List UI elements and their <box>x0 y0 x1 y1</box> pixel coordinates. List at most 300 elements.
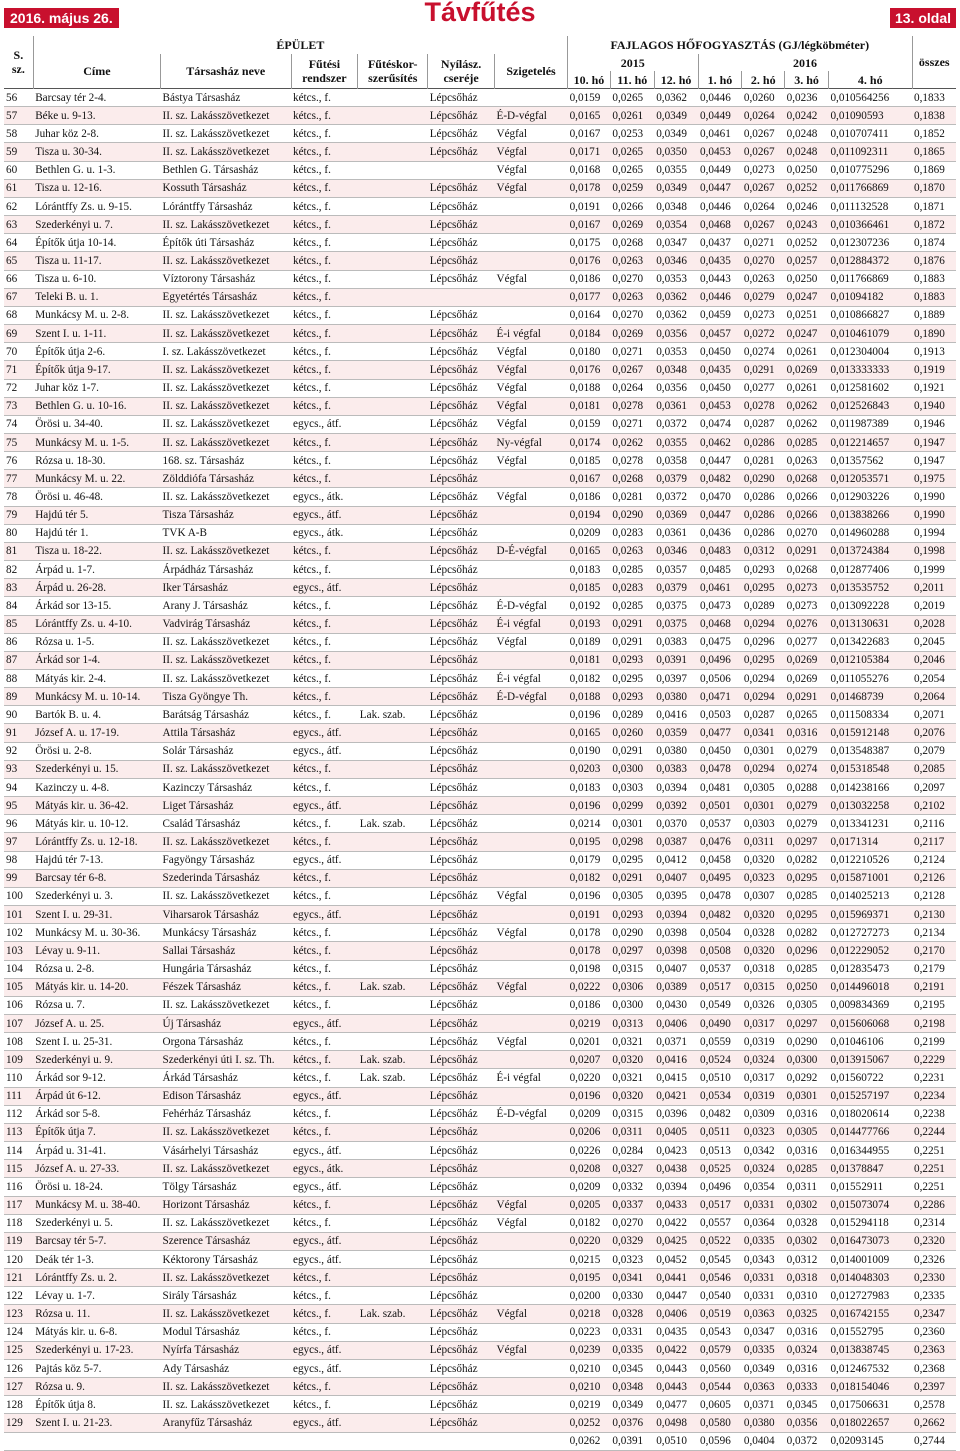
table-row <box>4 234 956 252</box>
address-cell: Bethlen G. u. 10-16. <box>33 397 160 415</box>
month-value-cell: 0,0404 <box>742 1432 785 1450</box>
month-value-cell: 0,0300 <box>610 760 654 778</box>
month-value-cell: 0,015606068 <box>828 1014 912 1032</box>
month-value-cell: 0,0266 <box>785 506 829 524</box>
total-value-cell: 0,1990 <box>912 488 956 506</box>
heating-system-cell: egycs., átf. <box>291 851 358 869</box>
total-value-cell: 0,1921 <box>912 379 956 397</box>
month-value-cell: 0,0349 <box>654 107 698 125</box>
month-value-cell: 0,0458 <box>698 851 742 869</box>
table-row <box>4 107 956 125</box>
address-cell: Tisza u. 6-10. <box>33 270 160 288</box>
col-group-fajlagos: FAJLAGOS HŐFOGYASZTÁS (GJ/légköbméter) <box>568 36 912 54</box>
address-cell: Szent I. u. 29-31. <box>33 906 160 924</box>
month-value-cell: 0,0320 <box>742 942 785 960</box>
month-value-cell: 0,0435 <box>698 361 742 379</box>
total-value-cell: 0,2320 <box>912 1232 956 1250</box>
month-value-cell: 0,0422 <box>654 1214 698 1232</box>
total-value-cell: 0,2179 <box>912 960 956 978</box>
total-value-cell: 0,2251 <box>912 1142 956 1160</box>
month-value-cell: 0,0316 <box>785 1323 829 1341</box>
address-cell: Munkácsy M. u. 10-14. <box>33 688 160 706</box>
modernization-cell <box>358 778 428 796</box>
month-value-cell: 0,01552795 <box>828 1323 912 1341</box>
row-number: 125 <box>4 1341 33 1359</box>
modernization-cell <box>358 1105 428 1123</box>
month-value-cell: 0,0296 <box>742 633 785 651</box>
month-value-cell: 0,0415 <box>654 1069 698 1087</box>
heating-system-cell: kétcs., f. <box>291 942 358 960</box>
window-replacement-cell: Lépcsőház <box>428 833 495 851</box>
heating-system-cell: kétcs., f. <box>291 379 358 397</box>
month-value-cell: 0,0165 <box>568 542 611 560</box>
building-name-cell: Szederinda Társasház <box>161 869 291 887</box>
total-value-cell: 0,1871 <box>912 197 956 215</box>
modernization-cell <box>358 833 428 851</box>
row-number: 124 <box>4 1323 33 1341</box>
consumption-table <box>4 36 956 1451</box>
month-value-cell: 0,0321 <box>610 1069 654 1087</box>
month-value-cell: 0,0279 <box>742 288 785 306</box>
modernization-cell <box>358 397 428 415</box>
building-name-cell: II. sz. Lakásszövetkezet <box>161 415 291 433</box>
month-value-cell: 0,0300 <box>610 996 654 1014</box>
window-replacement-cell: Lépcsőház <box>428 179 495 197</box>
month-value-cell: 0,0301 <box>610 815 654 833</box>
modernization-cell <box>358 760 428 778</box>
address-cell: Tisza u. 12-16. <box>33 179 160 197</box>
insulation-cell: É-i végfal <box>494 670 567 688</box>
month-value-cell: 0,0387 <box>654 833 698 851</box>
heating-system-cell: egycs., átf. <box>291 1178 358 1196</box>
month-value-cell: 0,0185 <box>568 452 611 470</box>
window-replacement-cell: Lépcsőház <box>428 125 495 143</box>
table-row <box>4 1178 956 1196</box>
month-value-cell: 0,0452 <box>654 1251 698 1269</box>
month-value-cell: 0,0449 <box>698 161 742 179</box>
insulation-cell <box>494 470 567 488</box>
month-value-cell: 0,0257 <box>785 252 829 270</box>
table-row <box>4 924 956 942</box>
month-value-cell: 0,0375 <box>654 615 698 633</box>
table-row <box>4 706 956 724</box>
month-value-cell: 0,0171 <box>568 143 611 161</box>
month-value-cell: 0,0519 <box>698 1305 742 1323</box>
month-value-cell: 0,012304004 <box>828 343 912 361</box>
month-value-cell: 0,018020614 <box>828 1105 912 1123</box>
heating-system-cell: kétcs., f. <box>291 306 358 324</box>
row-number: 97 <box>4 833 33 851</box>
table-row <box>4 887 956 905</box>
month-value-cell: 0,0330 <box>610 1287 654 1305</box>
address-cell: Tisza u. 18-22. <box>33 542 160 560</box>
month-value-cell: 0,0268 <box>610 234 654 252</box>
heating-system-cell: kétcs., f. <box>291 143 358 161</box>
month-value-cell: 0,0263 <box>610 542 654 560</box>
row-number: 96 <box>4 815 33 833</box>
month-value-cell: 0,0537 <box>698 815 742 833</box>
building-name-cell: II. sz. Lakásszövetkezet <box>161 107 291 125</box>
address-cell: Mátyás kir. u. 14-20. <box>33 978 160 996</box>
address-cell: Mátyás kir. 2-4. <box>33 670 160 688</box>
modernization-cell <box>358 343 428 361</box>
address-cell: Mátyás kir. u. 36-42. <box>33 797 160 815</box>
table-row <box>4 1014 956 1032</box>
month-value-cell: 0,0421 <box>654 1087 698 1105</box>
month-value-cell: 0,0295 <box>610 851 654 869</box>
row-number: 56 <box>4 89 33 107</box>
month-value-cell: 0,0285 <box>785 433 829 451</box>
heating-system-cell: kétcs., f. <box>291 1069 358 1087</box>
row-number: 110 <box>4 1069 33 1087</box>
heating-system-cell: kétcs., f. <box>291 1269 358 1287</box>
month-value-cell: 0,0242 <box>785 107 829 125</box>
total-value-cell: 0,1947 <box>912 452 956 470</box>
month-value-cell: 0,0369 <box>654 506 698 524</box>
window-replacement-cell: Lépcsőház <box>428 216 495 234</box>
total-value-cell: 0,1998 <box>912 542 956 560</box>
month-value-cell: 0,0165 <box>568 107 611 125</box>
total-value-cell: 0,1870 <box>912 179 956 197</box>
table-row <box>4 978 956 996</box>
table-row <box>4 89 956 107</box>
month-value-cell: 0,017506631 <box>828 1396 912 1414</box>
month-value-cell: 0,0290 <box>610 506 654 524</box>
month-value-cell: 0,0316 <box>785 724 829 742</box>
window-replacement-cell: Lépcsőház <box>428 778 495 796</box>
total-value-cell: 0,2128 <box>912 887 956 905</box>
month-value-cell: 0,0335 <box>610 1341 654 1359</box>
month-value-cell: 0,012467532 <box>828 1359 912 1377</box>
total-value-cell: 0,1975 <box>912 470 956 488</box>
month-value-cell: 0,0269 <box>610 325 654 343</box>
building-name-cell: Szerence Társasház <box>161 1232 291 1250</box>
insulation-cell <box>494 1396 567 1414</box>
heating-system-cell: kétcs., f. <box>291 125 358 143</box>
insulation-cell <box>494 1160 567 1178</box>
month-value-cell: 0,013535752 <box>828 579 912 597</box>
modernization-cell <box>358 1232 428 1250</box>
building-name-cell: Család Társasház <box>161 815 291 833</box>
col-month: 11. hó <box>610 71 654 89</box>
row-number: 82 <box>4 561 33 579</box>
row-number: 60 <box>4 161 33 179</box>
month-value-cell: 0,0268 <box>610 470 654 488</box>
window-replacement-cell: Lépcsőház <box>428 89 495 107</box>
month-value-cell: 0,0282 <box>785 851 829 869</box>
insulation-cell: É-D-végfal <box>494 597 567 615</box>
month-value-cell: 0,0319 <box>742 1033 785 1051</box>
table-row <box>4 433 956 451</box>
month-value-cell: 0,0283 <box>610 524 654 542</box>
address-cell: Árkád sor 1-4. <box>33 651 160 669</box>
month-value-cell: 0,0482 <box>698 470 742 488</box>
window-replacement-cell: Lépcsőház <box>428 1341 495 1359</box>
month-value-cell: 0,0318 <box>785 1269 829 1287</box>
modernization-cell <box>358 143 428 161</box>
insulation-cell <box>494 1432 567 1450</box>
month-value-cell: 0,0372 <box>785 1432 829 1450</box>
heating-system-cell <box>291 1432 358 1450</box>
building-name-cell: Nyírfa Társasház <box>161 1341 291 1359</box>
month-value-cell: 0,0178 <box>568 942 611 960</box>
row-number: 59 <box>4 143 33 161</box>
address-cell: Árkád sor 13-15. <box>33 597 160 615</box>
table-row <box>4 1069 956 1087</box>
modernization-cell <box>358 597 428 615</box>
col-szigeteles: Szigetelés <box>494 54 567 89</box>
insulation-cell: Végfal <box>494 361 567 379</box>
month-value-cell: 0,0294 <box>742 615 785 633</box>
month-value-cell: 0,0422 <box>654 1341 698 1359</box>
row-number: 127 <box>4 1378 33 1396</box>
month-value-cell: 0,0203 <box>568 760 611 778</box>
month-value-cell: 0,01552911 <box>828 1178 912 1196</box>
month-value-cell: 0,0478 <box>698 887 742 905</box>
modernization-cell <box>358 1341 428 1359</box>
month-value-cell: 0,0510 <box>654 1432 698 1450</box>
month-value-cell: 0,0503 <box>698 706 742 724</box>
total-value-cell: 0,2231 <box>912 1069 956 1087</box>
address-cell: Tisza u. 30-34. <box>33 143 160 161</box>
window-replacement-cell: Lépcsőház <box>428 742 495 760</box>
building-name-cell: Sirály Társasház <box>161 1287 291 1305</box>
month-value-cell: 0,0348 <box>654 197 698 215</box>
month-value-cell: 0,0267 <box>742 125 785 143</box>
col-sz: S. sz. <box>11 48 25 76</box>
row-number: 98 <box>4 851 33 869</box>
month-value-cell: 0,0450 <box>698 742 742 760</box>
building-name-cell: II. sz. Lakásszövetkezet <box>161 306 291 324</box>
month-value-cell: 0,0305 <box>742 778 785 796</box>
col-osszes: összes <box>912 36 956 89</box>
address-cell: Juhar köz 1-7. <box>33 379 160 397</box>
building-name-cell: II. sz. Lakásszövetkezet <box>161 125 291 143</box>
building-name-cell: II. sz. Lakásszövetkezet <box>161 833 291 851</box>
month-value-cell: 0,0186 <box>568 488 611 506</box>
address-cell: József A. u. 17-19. <box>33 724 160 742</box>
address-cell: Építők útja 10-14. <box>33 234 160 252</box>
month-value-cell: 0,0560 <box>698 1359 742 1377</box>
table-row <box>4 415 956 433</box>
building-name-cell: Solár Társasház <box>161 742 291 760</box>
building-name-cell: Iker Társasház <box>161 579 291 597</box>
insulation-cell <box>494 288 567 306</box>
month-value-cell: 0,015969371 <box>828 906 912 924</box>
insulation-cell <box>494 797 567 815</box>
row-number: 122 <box>4 1287 33 1305</box>
total-value-cell: 0,2085 <box>912 760 956 778</box>
month-value-cell: 0,0265 <box>785 706 829 724</box>
month-value-cell: 0,010461079 <box>828 325 912 343</box>
heating-system-cell: kétcs., f. <box>291 1196 358 1214</box>
month-value-cell: 0,0300 <box>785 1051 829 1069</box>
insulation-cell: Végfal <box>494 978 567 996</box>
heating-system-cell: kétcs., f. <box>291 1105 358 1123</box>
window-replacement-cell: Lépcsőház <box>428 1232 495 1250</box>
month-value-cell: 0,0449 <box>698 107 742 125</box>
heating-system-cell: kétcs., f. <box>291 234 358 252</box>
heating-system-cell: kétcs., f. <box>291 760 358 778</box>
address-cell: Rózsa u. 18-30. <box>33 452 160 470</box>
month-value-cell: 0,0447 <box>654 1287 698 1305</box>
col-month: 4. hó <box>828 71 912 89</box>
window-replacement-cell: Lépcsőház <box>428 561 495 579</box>
insulation-cell: Végfal <box>494 397 567 415</box>
total-value-cell: 0,2744 <box>912 1432 956 1450</box>
heating-system-cell: egycs., átk. <box>291 524 358 542</box>
address-cell: Építők útja 8. <box>33 1396 160 1414</box>
month-value-cell: 0,0474 <box>698 415 742 433</box>
month-value-cell: 0,014238166 <box>828 778 912 796</box>
address-cell: Szederkényi u. 17-23. <box>33 1341 160 1359</box>
month-value-cell: 0,0290 <box>785 1033 829 1051</box>
row-number: 85 <box>4 615 33 633</box>
insulation-cell <box>494 742 567 760</box>
heating-system-cell: kétcs., f. <box>291 561 358 579</box>
row-number: 71 <box>4 361 33 379</box>
building-name-cell: Kazinczy Társasház <box>161 778 291 796</box>
month-value-cell: 0,0457 <box>698 325 742 343</box>
table-row <box>4 524 956 542</box>
insulation-cell <box>494 851 567 869</box>
month-value-cell: 0,0328 <box>785 1214 829 1232</box>
month-value-cell: 0,0356 <box>654 379 698 397</box>
month-value-cell: 0,012526843 <box>828 397 912 415</box>
month-value-cell: 0,0481 <box>698 778 742 796</box>
row-number <box>4 1432 33 1450</box>
col-month: 2. hó <box>742 71 785 89</box>
month-value-cell: 0,014960288 <box>828 524 912 542</box>
building-name-cell: II. sz. Lakásszövetkezet <box>161 216 291 234</box>
month-value-cell: 0,0343 <box>742 1251 785 1269</box>
month-value-cell: 0,0389 <box>654 978 698 996</box>
month-value-cell: 0,0447 <box>698 452 742 470</box>
row-number: 102 <box>4 924 33 942</box>
month-value-cell: 0,011766869 <box>828 270 912 288</box>
window-replacement-cell: Lépcsőház <box>428 633 495 651</box>
month-value-cell: 0,0261 <box>785 379 829 397</box>
insulation-cell <box>494 234 567 252</box>
address-cell: Örösi u. 2-8. <box>33 742 160 760</box>
total-value-cell: 0,1838 <box>912 107 956 125</box>
total-value-cell: 0,2251 <box>912 1178 956 1196</box>
month-value-cell: 0,0549 <box>698 996 742 1014</box>
month-value-cell: 0,0323 <box>742 1123 785 1141</box>
month-value-cell: 0,0447 <box>698 179 742 197</box>
building-name-cell: Munkácsy Társasház <box>161 924 291 942</box>
modernization-cell <box>358 906 428 924</box>
heating-system-cell: kétcs., f. <box>291 1378 358 1396</box>
modernization-cell <box>358 1160 428 1178</box>
row-number: 88 <box>4 670 33 688</box>
window-replacement-cell: Lépcsőház <box>428 1178 495 1196</box>
building-name-cell: I. sz. Lakásszövetkezet <box>161 343 291 361</box>
col-month: 1. hó <box>698 71 742 89</box>
month-value-cell: 0,0436 <box>698 524 742 542</box>
month-value-cell: 0,0435 <box>654 1323 698 1341</box>
insulation-cell <box>494 833 567 851</box>
month-value-cell: 0,012903226 <box>828 488 912 506</box>
month-value-cell: 0,0270 <box>610 306 654 324</box>
modernization-cell <box>358 542 428 560</box>
col-year-2015: 2015 <box>568 54 698 71</box>
month-value-cell: 0,0293 <box>610 906 654 924</box>
month-value-cell: 0,0361 <box>654 524 698 542</box>
month-value-cell: 0,0287 <box>742 415 785 433</box>
month-value-cell: 0,0301 <box>742 797 785 815</box>
window-replacement-cell: Lépcsőház <box>428 379 495 397</box>
window-replacement-cell: Lépcsőház <box>428 542 495 560</box>
heating-system-cell: egycs., átf. <box>291 579 358 597</box>
total-value-cell: 0,1865 <box>912 143 956 161</box>
month-value-cell: 0,0375 <box>654 597 698 615</box>
month-value-cell: 0,0264 <box>742 107 785 125</box>
month-value-cell: 0,0209 <box>568 1178 611 1196</box>
address-cell: Árpád u. 1-7. <box>33 561 160 579</box>
window-replacement-cell: Lépcsőház <box>428 1323 495 1341</box>
insulation-cell <box>494 524 567 542</box>
insulation-cell <box>494 506 567 524</box>
modernization-cell <box>358 161 428 179</box>
heating-system-cell: kétcs., f. <box>291 270 358 288</box>
total-value-cell: 0,2363 <box>912 1341 956 1359</box>
modernization-cell <box>358 488 428 506</box>
table-row <box>4 470 956 488</box>
month-value-cell: 0,0462 <box>698 433 742 451</box>
modernization-cell <box>358 506 428 524</box>
table-row <box>4 942 956 960</box>
building-name-cell: Fészek Társasház <box>161 978 291 996</box>
month-value-cell: 0,0273 <box>742 306 785 324</box>
building-name-cell: Orgona Társasház <box>161 1033 291 1051</box>
month-value-cell: 0,0605 <box>698 1396 742 1414</box>
month-value-cell: 0,0196 <box>568 797 611 815</box>
month-value-cell: 0,0317 <box>742 1014 785 1032</box>
month-value-cell: 0,0182 <box>568 670 611 688</box>
building-name-cell: II. sz. Lakásszövetkezet <box>161 651 291 669</box>
month-value-cell: 0,0250 <box>785 161 829 179</box>
insulation-cell: É-i végfal <box>494 325 567 343</box>
month-value-cell: 0,0250 <box>785 270 829 288</box>
address-cell: Juhar köz 2-8. <box>33 125 160 143</box>
total-value-cell: 0,2011 <box>912 579 956 597</box>
heating-system-cell: kétcs., f. <box>291 924 358 942</box>
row-number: 64 <box>4 234 33 252</box>
month-value-cell: 0,0380 <box>654 742 698 760</box>
building-name-cell: Tisza Gyöngye Th. <box>161 688 291 706</box>
building-name-cell: II. sz. Lakásszövetkezet <box>161 670 291 688</box>
table-row <box>4 270 956 288</box>
table-row <box>4 1359 956 1377</box>
heating-system-cell: kétcs., f. <box>291 1323 358 1341</box>
row-number: 62 <box>4 197 33 215</box>
insulation-cell <box>494 942 567 960</box>
month-value-cell: 0,0269 <box>785 651 829 669</box>
month-value-cell: 0,0206 <box>568 1123 611 1141</box>
address-cell <box>33 1432 160 1450</box>
insulation-cell <box>494 1232 567 1250</box>
insulation-cell: D-É-végfal <box>494 542 567 560</box>
window-replacement-cell: Lépcsőház <box>428 107 495 125</box>
window-replacement-cell: Lépcsőház <box>428 670 495 688</box>
month-value-cell: 0,0371 <box>654 1033 698 1051</box>
month-value-cell: 0,0271 <box>610 343 654 361</box>
month-value-cell: 0,0534 <box>698 1087 742 1105</box>
modernization-cell <box>358 742 428 760</box>
building-name-cell: Barátság Társasház <box>161 706 291 724</box>
heating-system-cell: egycs., átf. <box>291 906 358 924</box>
